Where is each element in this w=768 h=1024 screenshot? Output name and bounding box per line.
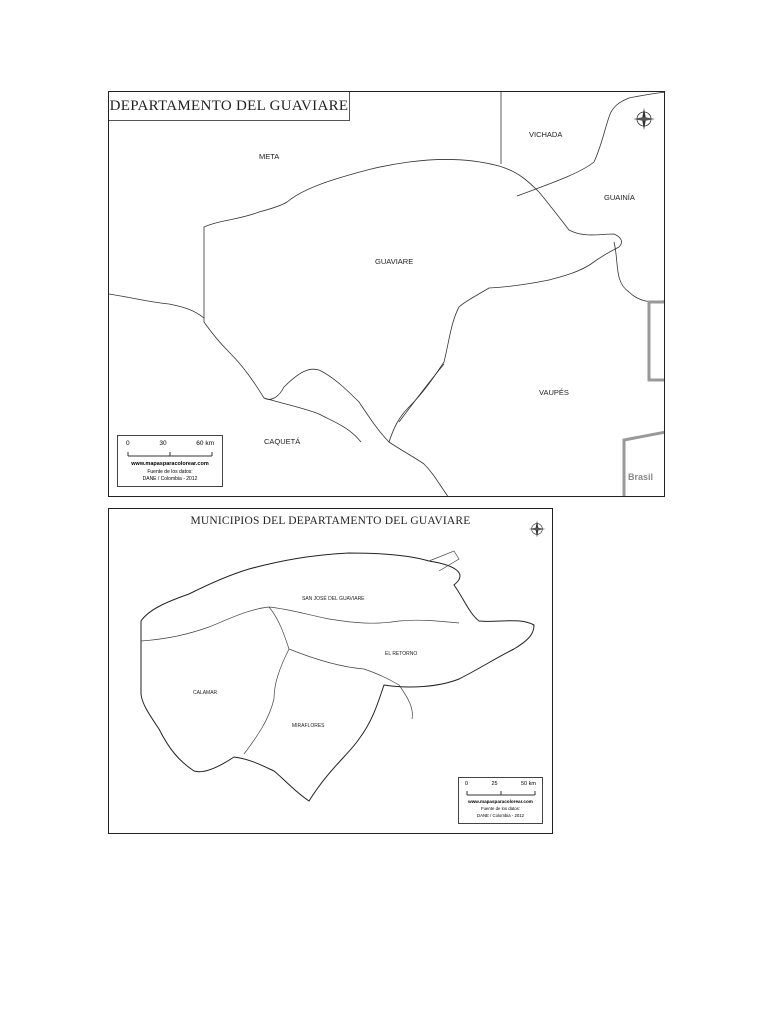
municipality-label-calamar: CALAMAR — [193, 690, 218, 696]
municipality-label-el-retorno: EL RETORNO — [385, 651, 418, 657]
scale-tick-0: 0 — [465, 781, 469, 787]
region-label-vichada: VICHADA — [529, 130, 563, 139]
vaupes-divider — [399, 364, 444, 422]
scale-legend — [117, 435, 223, 487]
caqueta-river — [264, 398, 361, 442]
scale-tick-2: 50 km — [521, 781, 536, 787]
scale-tick-1: 25 — [491, 781, 498, 787]
region-label-guainia: GUAINÍA — [604, 193, 635, 202]
region-label-brasil: Brasil — [628, 472, 654, 482]
compass-rose-icon — [527, 519, 547, 544]
san-jose-lower-border — [141, 607, 459, 641]
el-retorno-border — [269, 607, 399, 685]
scale-tick-1: 30 — [159, 440, 167, 447]
scale-tick-0: 0 — [126, 440, 130, 447]
guaviare-boundary — [204, 159, 621, 442]
brasil-frontier-upper — [649, 302, 665, 380]
municipality-label-san-jose: SAN JOSÉ DEL GUAVIARE — [302, 596, 365, 602]
source-label-1: Fuente de los datos: — [481, 806, 520, 811]
municipalities-map — [108, 508, 553, 834]
scale-tick-2: 60 km — [196, 440, 214, 447]
brasil-frontier-lower — [624, 432, 665, 497]
guaviare-department-map — [108, 91, 665, 497]
scale-legend — [458, 777, 543, 824]
region-label-vaupes: VAUPÉS — [539, 388, 569, 397]
guainia-vaupes-border — [614, 242, 665, 302]
map-title: MUNICIPIOS DEL DEPARTAMENTO DEL GUAVIARE — [190, 515, 471, 527]
source-label-2: DANE / Colombia - 2012 — [142, 476, 198, 482]
scale-bar — [126, 450, 216, 458]
map-title: DEPARTAMENTO DEL GUAVIARE — [109, 92, 350, 121]
source-label-2: DANE / Colombia - 2012 — [476, 813, 525, 818]
source-label-1: Fuente de los datos: — [147, 469, 193, 475]
website-label: www.mapasparacolorear.com — [131, 461, 209, 467]
guaviare-outline — [141, 553, 534, 801]
southern-river — [389, 442, 449, 497]
meta-caqueta-border — [109, 294, 204, 318]
region-label-caqueta: CAQUETÁ — [264, 437, 301, 446]
miraflores-border — [399, 685, 412, 719]
top-notch — [429, 551, 459, 571]
calamar-border — [244, 649, 289, 754]
website-label: www.mapasparacolorear.com — [468, 799, 533, 804]
compass-rose-icon — [631, 106, 657, 137]
region-label-guaviare: GUAVIARE — [375, 257, 414, 266]
scale-bar — [465, 789, 538, 797]
region-label-meta: META — [259, 152, 280, 161]
municipality-label-miraflores: MIRAFLORES — [292, 723, 325, 729]
